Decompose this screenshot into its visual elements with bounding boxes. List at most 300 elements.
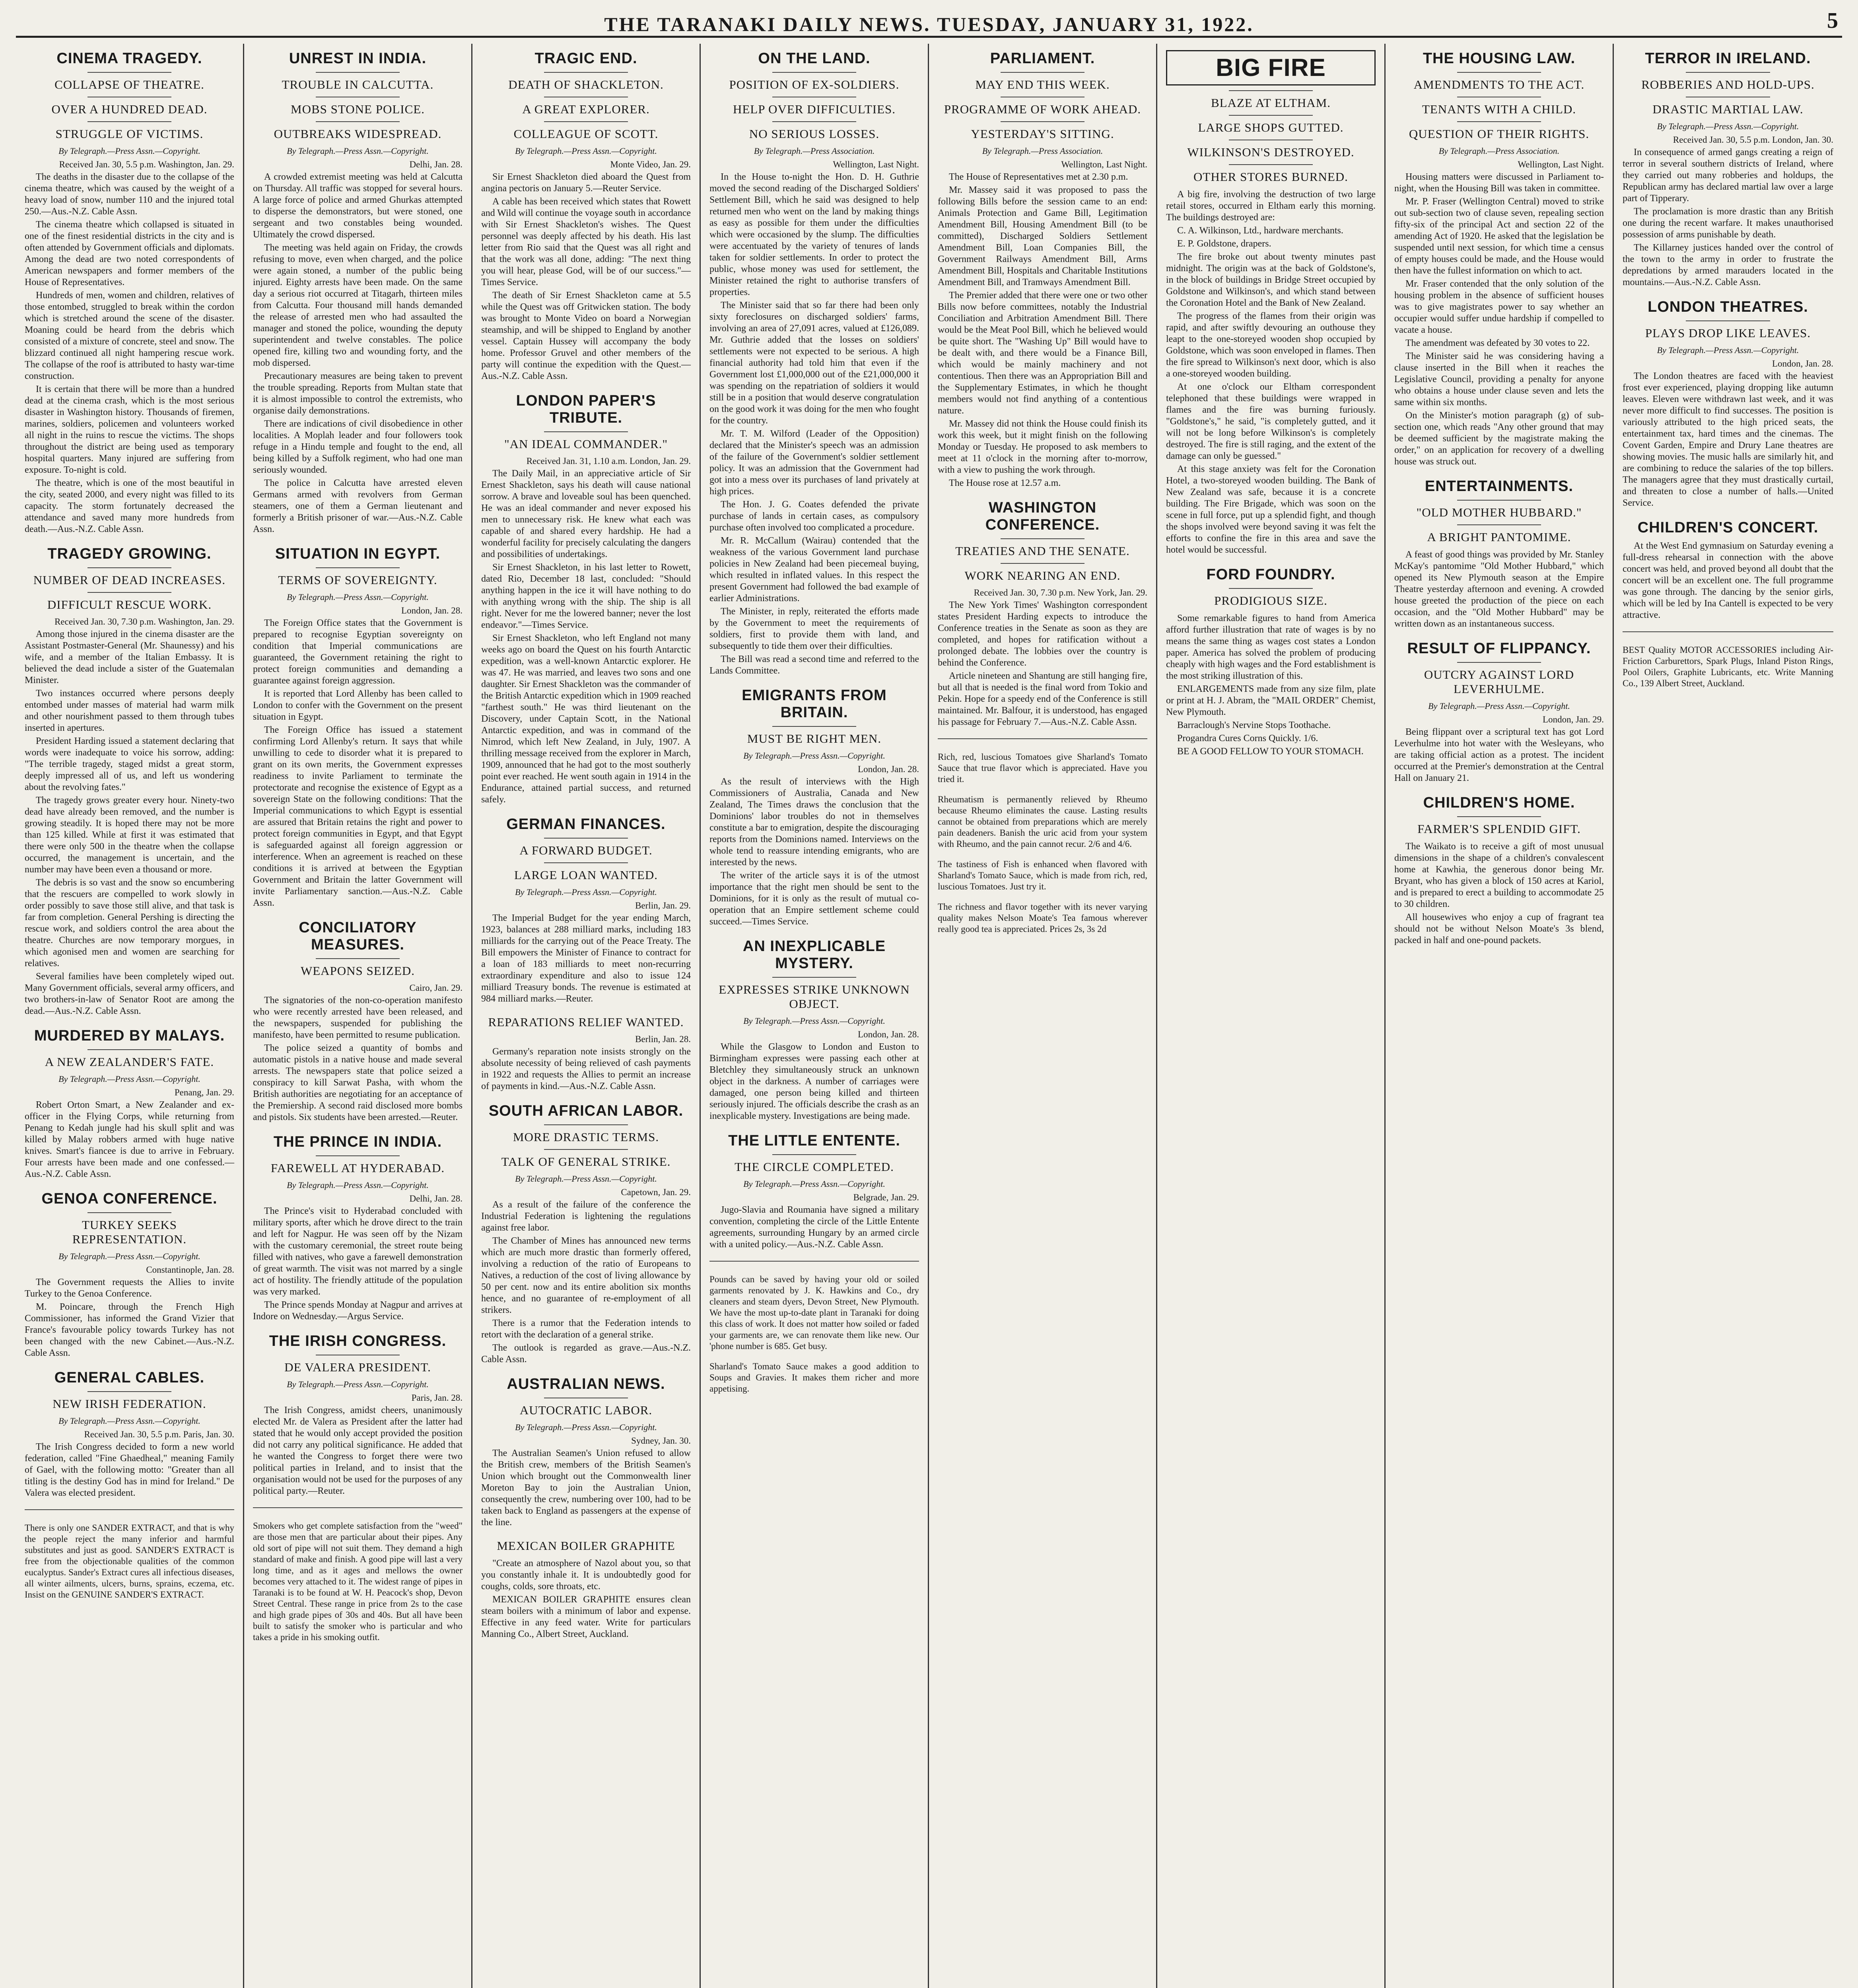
article-subheading: NO SERIOUS LOSSES. [749,127,880,141]
article-subheading: TREATIES AND THE SENATE. [955,544,1130,558]
article [253,1507,463,1643]
paragraph: As a result of the failure of the conference the Industrial Federation is lightening the regulations against free labor. [481,1200,691,1233]
paragraph: Article nineteen and Shantung are still hanging fire, but all that is needed is the final word from Tokio and Pekin. Hope for a speedy end of the Conference is still maintained. Mr. Balfour, it is understood, has engaged his passage for February 7.—Aus.-N.Z. Cable Assn. [938,671,1147,727]
article-body [1623,371,1833,509]
article [481,1539,691,1640]
article-dateline: Cairo, Jan. 29. [409,983,463,993]
paragraph: BEST Quality MOTOR ACCESSORIES including Air-Friction Carburettors, Spark Plugs, Inland Piston Rings, Pool Oilers, Graphite Lubricants, etc. Write Manning Co., 139 Albert Street, Auckland. [1623,645,1833,688]
article-body [25,1277,234,1359]
paragraph: The meeting was held again on Friday, the crowds refusing to move, even when charged, and the police were again stoned, a number of the public being injured. Eighty arrests have been made. On the same day a serious riot occurred at Titagarh, thirteen miles from Calcutta. Four thousand mill hands demanded the release of arrested men who had assaulted the manager and stoned the police, wounding the deputy superintendent and twelve constables. The police opened fire, killing two and wounding forty, and the mob dispersed. [253,243,463,368]
article-subheading: TURKEY SEEKS REPRESENTATION. [72,1218,187,1246]
divider-rule [316,72,400,73]
article-credit: By Telegraph.—Press Assn.—Copyright. [515,146,657,156]
article-dateline: London, Jan. 28. [858,764,919,774]
paragraph: Rich, red, luscious Tomatoes give Sharland's Tomato Sauce that true flavor which is appreciated. Have you tried it. [938,752,1147,784]
article-credit: By Telegraph.—Press Assn.—Copyright. [515,1174,657,1184]
column-7 [1386,44,1614,1988]
paragraph: Housing matters were discussed in Parliament to-night, when the Housing Bill was taken in committee. [1394,172,1604,194]
article-subheading: LARGE LOAN WANTED. [514,868,658,882]
article [1394,794,1604,946]
divider-rule [544,862,628,863]
paragraph: The writer of the article says it is of the utmost importance that the right men should be sent to the Dominions, for it is only as the result of mutual co-operation that an Empire settlement scheme could succeed.—Times Service. [709,870,919,927]
paragraph: The progress of the flames from their origin was rapid, and after swiftly devouring an outhouse they leapt to the one-storeyed wooden shop occupied by Goldstone, which was soon enveloped in flames. Then the fire spread to Wilkinson's next door, which is also a one-storeyed wooden building. [1166,311,1376,379]
paragraph: Sir Ernest Shackleton, who left England not many weeks ago on board the Quest on his fourth Antarctic expedition, was a well-known Antarctic explorer. He was 47. He was married, and leaves two sons and one daughter. Sir Ernest Shackleton was the commander of the British Antarctic expedition which in 1909 reached "farthest south." He was third lieutenant on the Discovery, under Captain Scott, in the National Antarctic expedition, and was in command of the Nimrod, which left New Zealand, in July, 1907. A thrilling message received from the explorer in March, 1909, announced that he had got to the most southerly point ever reached. He went south again in 1914 in the Endurance, attained partial success, and returned safely. [481,633,691,805]
divider-rule [1686,320,1770,321]
divider-rule [316,958,400,959]
article-subheading: WILKINSON'S DESTROYED. [1187,145,1355,159]
paragraph: The Waikato is to receive a gift of most unusual dimensions in the shape of a children's convalescent home at Kawhia, the generous donor being Mr. Bryant, who has given a block of 150 acres at Kariol, and is prepared to erect a building to accommodate 25 to 30 children. [1394,841,1604,909]
article-body [1623,540,1833,621]
paragraph: Several families have been completely wiped out. Many Government officials, several army officers, and two brothers-in-law of Senator Root are among the dead.—Aus.-N.Z. Cable Assn. [25,971,234,1016]
article-headline: CINEMA TRAGEDY. [56,50,202,67]
paragraph: Mr. P. Fraser (Wellington Central) moved to strike out sub-section two of clause seven, repealing section fifty-six of the principal Act and section 22 of the amending Act of 1920. He asked that the legislation be suspended until next session, for which time a census of empty houses could be made, and the House would then have the fullest information on which to act. [1394,196,1604,276]
article [253,1134,463,1322]
column-1 [16,44,244,1988]
article [1623,631,1833,689]
article-dateline: Penang, Jan. 29. [174,1087,234,1097]
article-subheading: OUTCRY AGAINST LORD LEVERHULME. [1424,668,1574,696]
paragraph: All housewives who enjoy a cup of fragrant tea should not be without Nelson Moate's 3s blend, packed in half and one-pound packets. [1394,912,1604,945]
divider-rule [1457,72,1541,73]
divider-rule [87,1212,171,1213]
article-body [1394,549,1604,630]
paragraph: "Create an atmosphere of Nazol about you, so that you constantly inhale it. It is undoubtedly good for coughs, colds, sore throats, etc. [481,1558,691,1592]
article-headline: PARLIAMENT. [990,50,1095,67]
article-headline: BIG FIRE [1166,50,1376,85]
paragraph: C. A. Wilkinson, Ltd., hardware merchants. [1177,225,1343,236]
paragraph: The Irish Congress decided to form a new world federation, called "Fine Ghaedheal," meaning Family of Gael, with the following motto: "Greater than all titling is the destiny God has in mind for Ireland." De Valera was elected president. [25,1442,234,1498]
article-body [1394,726,1604,784]
paragraph: The fire broke out about twenty minutes past midnight. The origin was at the back of Goldstone's, in the block of buildings in Bridge Street occupied by Goldstone and Wilkinson's, and which stand between the Coronation Hotel and the Bank of New Zealand. [1166,252,1376,308]
divider-rule [1229,115,1313,116]
article-credit: By Telegraph.—Press Assn.—Copyright. [743,751,885,761]
paragraph: The Imperial Budget for the year ending March, 1923, balances at 288 milliard marks, including 183 milliards for the carrying out of the Peace Treaty. The Bill empowers the Minister of Finance to contract for a loan of 183 milliards to meet non-recurring extraordinary expenditure and also to issue 124 milliard Treasury bonds. The revenue is estimated at 984 milliard marks.—Reuter. [481,913,691,1004]
article-body [1623,147,1833,288]
article-headline: GENERAL CABLES. [54,1369,205,1386]
article-headline: LONDON THEATRES. [1648,299,1808,315]
article [1623,299,1833,509]
paragraph: Among those injured in the cinema disaster are the Assistant Postmaster-General (Mr. Shaunessy) and his wife, and a member of the Italian Embassy. It is believed the dead include a sister of the Guatemalan Minister. [25,629,234,685]
paragraph: A cable has been received which states that Rowett and Wild will continue the voyage south in accordance with Sir Ernest Shackleton's wishes. The Quest personnel was deeply affected by his death. His last letter from Rio said that the Quest was all right and that the work was all done, adding: "The next thing you will hear, please God, will be of our success."—Times Service. [481,196,691,287]
article-headline: TRAGIC END. [534,50,637,67]
divider-rule [87,121,171,122]
article-headline: AN INEXPLICABLE MYSTERY. [742,938,886,972]
article-credit: By Telegraph.—Press Assn.—Copyright. [287,1180,429,1190]
article-subheading: A GREAT EXPLORER. [522,102,650,116]
paragraph: The police seized a quantity of bombs and automatic pistols in a native house and made several arrests. The newspapers state that police seized a conspiracy to kill Sarwat Pasha, with whom the British authorities are negotiating for an acceptance of the Premiership. A second raid disclosed more bombs and pistols. Six students have been arrested.—Reuter. [253,1043,463,1122]
column-8 [1614,44,1842,1988]
article-body [709,776,919,928]
paragraph: At the West End gymnasium on Saturday evening a full-dress rehearsal in connection with the above concert was held, and proved beyond all doubt that the concert will be an excellent one. The full programme was gone through. The dancing by the senior girls, which will be led by Ina Cantell is expected to be very attractive. [1623,541,1833,620]
article-subheading: AUTOCRATIC LABOR. [519,1403,653,1417]
article [709,687,919,928]
article [1623,519,1833,621]
article [1394,640,1604,784]
article-subheading: A NEW ZEALANDER'S FATE. [45,1055,214,1069]
article-body [1166,613,1376,757]
divider-rule [1457,662,1541,663]
paragraph: The Prince's visit to Hyderabad concluded with military sports, after which he drove direct to the train and left for Nagpur. He was seen off by the Nizam with the customary ceremonial, the street route being filled with natives, who gave a farewell demonstration of great warmth. The visit was not marred by a single act of hostility. The friendly attitude of the population was very marked. [253,1206,463,1297]
paragraph: ENLARGEMENTS made from any size film, plate or print at H. J. Abram, the "MAIL ORDER" Chemist, New Plymouth. [1166,684,1376,717]
paragraph: The Foreign Office states that the Government is prepared to recognise Egyptian sovereignty on condition that Imperial communications are guaranteed, the Government retaining the right to protect foreign communities and demanding a guarantee against foreign aggression. [253,618,463,686]
article-dateline: Sydney, Jan. 30. [631,1436,691,1446]
newspaper-columns [16,44,1842,1988]
article-headline: ENTERTAINMENTS. [1425,478,1574,495]
divider-rule [1001,563,1084,564]
article-dateline: London, Jan. 29. [1543,714,1604,724]
article-credit: By Telegraph.—Press Assn.—Copyright. [58,146,200,156]
paragraph: The Chamber of Mines has announced new terms which are much more drastic than formerly offered, involving a reduction of the ratio of Europeans to Natives, a reduction of the cost of living allowance by 50 per cent. now and its entire abolition six months hence, and no guarantee of re-employment of all strikers. [481,1236,691,1315]
article [938,50,1147,489]
divider-rule [544,431,628,432]
article-subheading: A FORWARD BUDGET. [519,843,653,857]
divider-rule [772,726,856,727]
paragraph: The tastiness of Fish is enhanced when flavored with Sharland's Tomato Sauce, which is made from rich, red, luscious Tomatoes. Just try it. [938,859,1147,891]
article-credit: By Telegraph.—Press Assn.—Copyright. [58,1074,200,1084]
article-headline: THE IRISH CONGRESS. [269,1333,447,1349]
article-subheading: REPARATIONS RELIEF WANTED. [488,1015,684,1029]
article-subheading: MAY END THIS WEEK. [975,78,1110,91]
article [481,392,691,806]
article-body [253,1507,463,1643]
article-subheading: QUESTION OF THEIR RIGHTS. [1409,127,1590,141]
paragraph: It is certain that there will be more than a hundred dead at the cinema crash, which is the most serious disaster in Washington history. Thousands of firemen, marines, soldiers, policemen and volunteers worked all night in the ruins to rescue the victims. The shops throughout the district are being used as temporary hospital quarters. Many injured are suffering from exposure. To-night is cold. [25,384,234,475]
article-dateline: Received Jan. 30, 5.5 p.m. Paris, Jan. 30. [84,1429,234,1439]
article [253,50,463,535]
paragraph: The proclamation is more drastic than any British one during the recent warfare. It makes unauthorised possession of arms punishable by death. [1623,206,1833,240]
divider-rule [544,838,628,839]
article-credit: By Telegraph.—Press Association. [982,146,1103,156]
article-subheading: FARMER'S SPLENDID GIFT. [1417,822,1581,836]
paragraph: Sharland's Tomato Sauce makes a good addition to Soups and Gravies. It makes them richer and more appetising. [709,1361,919,1394]
article-body [938,600,1147,728]
article-body [938,171,1147,489]
article-subheading: TENANTS WITH A CHILD. [1422,102,1576,116]
paragraph: Germany's reparation note insists strongly on the absolute necessity of being relieved of cash payments in 1922 and requests the Allies to permit an increase of payments in kind.—Aus.-N.Z. Cable Assn. [481,1046,691,1091]
paragraph: The Australian Seamen's Union refused to allow the British crew, members of the British Seamen's Union which brought out the Commonwealth liner Moreton Bay to join the Australian Union, consequently the crew, numbering over 100, had to be taken back to England as passengers at the expense of the line. [481,1448,691,1528]
paragraph: The Minister, in reply, reiterated the efforts made by the Government to meet the requirements of soldiers, first to provide them with land, and subsequently to tide them over their difficulties. [709,606,919,651]
article-body [1623,631,1833,689]
paragraph: The Foreign Office has issued a statement confirming Lord Allenby's return. It says that while unwilling to cede to disorder what it is prepared to grant on its own merits, the Government expresses readiness to invite Parliament to terminate the protectorate and recognise the existence of Egypt as a sovereign State on the following conditions: That the Imperial communications to which Egypt is essential are assured that Britain retains the right and power to protect foreign communities in Egypt, and that Egypt is safeguarded against all foreign aggression or interference. When an agreement is reached on these conditions it is arrived at between the Egyptian Government and Britain the latter Government will invite Parliamentary sanction.—Aus.-N.Z. Cable Assn. [253,725,463,908]
article-dateline: London, Jan. 28. [1772,359,1833,369]
paragraph: A crowded extremist meeting was held at Calcutta on Thursday. All traffic was stopped for several hours. A large force of police and armed Ghurkas attempted to disperse the demonstrators, but were stoned, one sergeant and two constables being wounded. Ultimately the crowd dispersed. [253,172,463,240]
paragraph: Robert Orton Smart, a New Zealander and ex-officer in the Flying Corps, while returning from Penang to Kedah jungle had his skull split and was killed by Malay robbers armed with huge native knives. Smart's fiancee is due to arrive in February. Four arrests have been made and one confessed.—Aus.-N.Z. Cable Assn. [25,1100,234,1179]
article-body [709,171,919,677]
article-headline: MURDERED BY MALAYS. [34,1027,225,1044]
article-subheading: WEAPONS SEIZED. [300,964,415,978]
article-credit: By Telegraph.—Press Assn.—Copyright. [58,1416,200,1426]
article-dateline: Berlin, Jan. 29. [635,901,691,911]
article-dateline: Constantinople, Jan. 28. [146,1265,234,1275]
article-subheading: DRASTIC MARTIAL LAW. [1652,102,1804,116]
paragraph: The deaths in the disaster due to the collapse of the cinema theatre, which was caused by the weight of a heavy load of snow, number 110 and the injured total 250.—Aus.-N.Z. Cable Assn. [25,172,234,217]
article [709,50,919,677]
article-subheading: AMENDMENTS TO THE ACT. [1413,78,1585,91]
article-body [25,629,234,1017]
article-subheading: NEW IRISH FEDERATION. [52,1397,206,1411]
paragraph: The theatre, which is one of the most beautiful in the city, seated 2000, and every night was filled to its capacity. The storm fortunately decreased the attendance and saved many more hundreds from death.—Aus.-N.Z. Cable Assn. [25,478,234,534]
paragraph: The outlook is regarded as grave.—Aus.-N.Z. Cable Assn. [481,1343,691,1365]
paragraph: Jugo-Slavia and Roumania have signed a military convention, completing the circle of the Little Entente agreements, surrounding Hungary by an armed circle with a united policy.—Aus.-N.Z. Cable Assn. [709,1205,919,1250]
article-body [253,1405,463,1497]
paragraph: Pounds can be saved by having your old or soiled garments renovated by J. K. Hawkins and Co., dry cleaners and steam dyers, Devon Street, New Plymouth. We have the most up-to-date plant in Taranaki for doing this class of work. It does not matter how soiled or faded your garments are, we can renovate them like new. Our 'phone number is 685. Get busy. [709,1274,919,1351]
article-credit: By Telegraph.—Press Assn.—Copyright. [58,1251,200,1261]
paragraph: Progandra Cures Corns Quickly. 1/6. [1177,733,1318,744]
divider-rule [1001,121,1084,122]
article-body [253,171,463,535]
article [938,499,1147,728]
paragraph: Sir Ernest Shackleton, in his last letter to Rowett, dated Rio, December 18 last, concluded: "Should anything happen in the ice it will have nothing to do with anything wrong with the ship. The ship is all right. Never for me the lowered banner; never the lost endeavor."—Times Service. [481,562,691,630]
paragraph: The tragedy grows greater every hour. Ninety-two dead have already been removed, and the number is growing steadily. It is hoped there may not be more than 125 killed. While at first it was estimated that there were only 500 in the theatre when the collapse occurred, the management is uncertain, and the number may have been even a thousand or more. [25,795,234,875]
article-subheading: COLLAPSE OF THEATRE. [54,78,204,91]
article-subheading: LARGE SHOPS GUTTED. [1198,120,1344,134]
masthead [16,8,1842,38]
article-subheading: "OLD MOTHER HUBBARD." [1416,505,1582,519]
paragraph: The Irish Congress, amidst cheers, unanimously elected Mr. de Valera as President after the latter had stated that he would only accept provided the position did not carry any political significance. He added that he wanted the Congress to forget there were two political parties in Ireland, and to insist that the organisation would not be used for the purposes of any political party.—Reuter. [253,1405,463,1496]
article-body [709,1204,919,1250]
divider-rule [772,1154,856,1155]
article-body [25,1099,234,1180]
article [481,816,691,1005]
article-credit: By Telegraph.—Press Assn.—Copyright. [1657,345,1799,355]
article-headline: SOUTH AFRICAN LABOR. [488,1103,684,1119]
paragraph: At one o'clock our Eltham correspondent telephoned that these buildings were wrapped in flames and the fire was burning furiously. "Goldstone's," he said, "is completely gutted, and it will not be long before Wilkinson's is completely destroyed. The fire is still raging, and the extent of the damage can only be guessed." [1166,382,1376,461]
article-subheading: HELP OVER DIFFICULTIES. [733,102,896,116]
divider-rule [772,121,856,122]
article [253,546,463,909]
paragraph: Some remarkable figures to hand from America afford further illustration that rate of wages is by no means the same thing as wages cost states a London paper. America has solved the problem of producing cheaply with high wages and the Ford establishment is the most striking illustration of this. [1166,613,1376,681]
divider-rule [772,977,856,978]
article-body [481,1046,691,1092]
article-headline: TERROR IN IRELAND. [1645,50,1811,67]
article-subheading: THE CIRCLE COMPLETED. [735,1160,894,1174]
paragraph: The cinema theatre which collapsed is situated in one of the finest residential districts in the city and is often attended by Government officials and diplomats. Among the dead are two noted correspondents of American newspapers and former members of the House of Representatives. [25,219,234,287]
paragraph: The Premier added that there were one or two other Bills now before committees, notably the Industrial Conciliation and Arbitration Amendment Bill. There would be the Meat Pool Bill, which he believed would be quite short. The "Washing Up" Bill would have to be dealt with, and there would be a Finance Bill, which would be mainly machinery and not contentious. Then there was an Appropriation Bill and the Supplementary Estimates, in which he thought members would not find anything of a contentious nature. [938,290,1147,416]
article-credit: By Telegraph.—Press Association. [1438,146,1560,156]
paragraph: Mr. Massey did not think the House could finish its work this week, but it might finish on the following Monday or Tuesday. He proposed to ask members to meet at 11 o'clock in the morning after to-morrow, with a view to pushing the work through. [938,419,1147,475]
article-headline: THE LITTLE ENTENTE. [728,1132,900,1149]
article-subheading: "AN IDEAL COMMANDER." [504,437,668,451]
divider-rule [544,1124,628,1125]
article-body [253,995,463,1123]
paragraph: The Government requests the Allies to invite Turkey to the Genoa Conference. [25,1277,234,1299]
paragraph: Smokers who get complete satisfaction from the "weed" are those men that are particular about their pipes. Any old sort of pipe will not suit them. They demand a high standard of make and finish. A good pipe will last a very long time, and as it ages and mellows the owner becomes very attached to it. The widest range of pipes in Taranaki is to be found at W. H. Peacock's shop, Devon Street Central. These range in price from 2s to the case and high grade pipes of 30s and 40s. But all have been built to satisfy the smoker who is particular and who takes a pride in his smoking outfit. [253,1521,463,1642]
article-subheading: WORK NEARING AN END. [964,569,1121,582]
article-credit: By Telegraph.—Press Assn.—Copyright. [287,1379,429,1389]
divider-rule [1686,72,1770,73]
column-6 [1157,44,1386,1988]
article-headline: GENOA CONFERENCE. [41,1190,218,1207]
article-dateline: Capetown, Jan. 29. [621,1187,691,1197]
article-subheading: OUTBREAKS WIDESPREAD. [274,127,442,141]
article-subheading: BLAZE AT ELTHAM. [1211,96,1331,110]
paragraph: President Harding issued a statement declaring that words were inadequate to voice his sorrow, adding: "The terrible tragedy, staged midst a great storm, deeply impressed all of us, and left us wondering about the revolving fates." [25,736,234,792]
article-dateline: Received Jan. 31, 1.10 a.m. London, Jan. 29. [526,456,691,466]
paragraph: Precautionary measures are being taken to prevent the trouble spreading. Reports from Multan state that it is almost impossible to control the extremists, who organise daily demonstrations. [253,371,463,416]
article-credit: By Telegraph.—Press Association. [754,146,875,156]
article-dateline: Wellington, Last Night. [1061,159,1147,169]
column-3 [472,44,701,1988]
article-subheading: TROUBLE IN CALCUTTA. [282,78,434,91]
article-headline: EMIGRANTS FROM BRITAIN. [742,687,887,721]
article-subheading: TALK OF GENERAL STRIKE. [501,1155,671,1169]
article [1166,566,1376,757]
article-subheading: TERMS OF SOVEREIGNTY. [278,573,437,587]
article-body [25,1509,234,1600]
article-subheading: MORE DRASTIC TERMS. [513,1130,659,1144]
article-dateline: Belgrade, Jan. 29. [853,1192,919,1202]
article-body [25,171,234,535]
divider-rule [1001,72,1084,73]
paragraph: Hundreds of men, women and children, relatives of those entombed, struggled to break within the cordon which is stretched around the scene of the disaster. Moaning could be heard from the debris which consisted of a mixture of concrete, steel and snow. The blizzard continued all night hampering rescue work. The collapse of the roof is attributed to hasty war-time construction. [25,290,234,381]
article-credit: By Telegraph.—Press Assn.—Copyright. [1657,121,1799,131]
paragraph: A big fire, involving the destruction of two large retail stores, occurred in Eltham early this morning. The buildings destroyed are: [1166,189,1376,223]
paragraph: Sir Ernest Shackleton died aboard the Quest from angina pectoris on January 5.—Reuter Service. [481,172,691,194]
article [25,1027,234,1180]
article-body [481,468,691,806]
article [709,1261,919,1394]
article-body [709,1261,919,1394]
article [1394,50,1604,468]
article-subheading: FAREWELL AT HYDERABAD. [270,1161,445,1175]
article-headline: CHILDREN'S HOME. [1423,794,1575,811]
paragraph: The death of Sir Ernest Shackleton came at 5.5 while the Quest was off Gritwicken station. The body was brought to Monte Video on board a Norwegian steamship, and will be shipped to England by another vessel. Captain Hussey will accompany the body home. Professor Gruvel and other members of the party will continue the expedition with the Quest.—Aus.-N.Z. Cable Assn. [481,290,691,381]
article [481,50,691,382]
newspaper-title: THE TARANAKI DAILY NEWS. TUESDAY, JANUARY 31, 1922. [604,13,1254,35]
paragraph: The Bill was read a second time and referred to the Lands Committee. [709,654,919,676]
paragraph: Mr. R. McCallum (Wairau) contended that the weakness of the various Government land purchase policies in New Zealand had been piecemeal buying, which resulted in inflated values. In this respect the present Government had followed the bad example of earlier Administrations. [709,536,919,604]
article-body [481,1558,691,1640]
divider-rule [1229,164,1313,165]
paragraph: Barraclough's Nervine Stops Toothache. [1177,720,1331,730]
article-dateline: Delhi, Jan. 28. [409,1194,463,1204]
divider-rule [87,1391,171,1392]
paragraph: BE A GOOD FELLOW TO YOUR STOMACH. [1177,746,1364,757]
paragraph: Mr. T. M. Wilford (Leader of the Opposition) declared that the Minister's speech was an admission of the failure of the Government's soldier settlement policy. It was an admission that the Government had got into a mess over its purchases of land privately at high prices. [709,429,919,497]
paragraph: The Daily Mail, in an appreciative article of Sir Ernest Shackleton, says his death will cause national sorrow. A brave and loveable soul has been quenched. He was an ideal commander and never exposed his men to unnecessary risk. He knew what each was capable of and shared every hardship. He had a wonderful facility for precisely calculating the dangers and possibilities of undertakings. [481,468,691,559]
divider-rule [87,72,171,73]
paragraph: M. Poincare, through the French High Commissioner, has informed the Grand Vizier that France's favourable policy towards Turkey has not been changed with the new Cabinet.—Aus.-N.Z. Cable Assn. [25,1302,234,1358]
paragraph: The Minister said he was considering having a clause inserted in the Bill when it reaches the Legislative Council, providing a penalty for anyone who obtains a house under clause seven and lets the same within six months. [1394,351,1604,408]
article-body [481,171,691,382]
article-headline: LONDON PAPER'S TRIBUTE. [516,392,656,426]
paragraph: The Hon. J. G. Coates defended the private purchase of lands in certain cases, as compulsory purchase often involved too complicated a procedure. [709,499,919,533]
article-headline: AUSTRALIAN NEWS. [507,1376,665,1392]
article-credit: By Telegraph.—Press Assn.—Copyright. [287,592,429,602]
article-body [1394,841,1604,946]
article [1394,478,1604,630]
article-subheading: PRODIGIOUS SIZE. [1214,594,1327,608]
paragraph: The New York Times' Washington correspondent states President Harding expects to introduce the Conference treaties in the Senate as soon as they are completed, and hopes for ratification without a prolonged debate. The lobbies over the country is behind the Conference. [938,600,1147,668]
article-subheading: MEXICAN BOILER GRAPHITE [497,1539,675,1553]
article-body [481,1448,691,1528]
divider-rule [87,1049,171,1050]
article-subheading: OTHER STORES BURNED. [1193,170,1348,184]
divider-rule [544,72,628,73]
divider-rule [1457,524,1541,525]
paragraph: Being flippant over a scriptural text has got Lord Leverhulme into hot water with the Wesleyans, who are taking official action as a protest. The incident occurred at the Premier's demonstration at the Central Hall on January 21. [1394,727,1604,783]
article [25,50,234,535]
divider-rule [1457,121,1541,122]
article-credit: By Telegraph.—Press Assn.—Copyright. [743,1179,885,1189]
article [1623,50,1833,288]
paragraph: Mr. Massey said it was proposed to pass the following Bills before the session came to an end: Animals Protection and Game Bill, Legitimation Amendment Bill, Housing Amendment Bill (to be committed), Discharged Soldiers Settlement Amendment Bill, Loan Companies Bill, the Government Railways Amendment Bill, Arms Amendment Bill, Hospitals and Charitable Institutions Amendment Bill, and Tramways Amendment Bill. [938,185,1147,287]
article-subheading: EXPRESSES STRIKE UNKNOWN OBJECT. [719,982,910,1011]
article-subheading: YESTERDAY'S SITTING. [971,127,1114,141]
article-body [709,1041,919,1122]
divider-rule [1229,588,1313,589]
divider-rule [316,1155,400,1156]
divider-rule [316,567,400,568]
divider-rule [1229,90,1313,91]
article-dateline: Paris, Jan. 28. [411,1393,463,1403]
article-headline: WASHINGTON CONFERENCE. [985,499,1100,533]
article [481,1103,691,1365]
paragraph: The signatories of the non-co-operation manifesto who were recently arrested have been released, and the newspapers, suspended for publishing the manifesto, have been permitted to resume publication. [253,995,463,1040]
article-body [938,738,1147,935]
paragraph: The debris is so vast and the snow so encumbering that the rescuers are compelled to work slowly in order possibly to save those still alive, and that task is far from completion. General Pershing is directing the rescue work, and soldiers control the area about the theatre. Churches are now temporary morgues, in which agonised men and women are searching for relatives. [25,878,234,969]
article-subheading: DEATH OF SHACKLETON. [508,78,664,91]
article [938,738,1147,935]
article-dateline: Received Jan. 30, 7.30 p.m. Washington, Jan. 29. [54,617,234,627]
paragraph: The House of Representatives met at 2.30 p.m. [949,172,1128,182]
paragraph: In consequence of armed gangs creating a reign of terror in several southern districts of Ireland, where they carried out many robberies and holdups, the Republican army has declared martial law over a large part of Tipperary. [1623,147,1833,204]
paragraph: On the Minister's motion paragraph (g) of sub-section one, which reads "Any other ground that may be deemed sufficient by the magistrate making the order," on an application for recovery of a dwelling house was struck out. [1394,410,1604,467]
paragraph: At this stage anxiety was felt for the Coronation Hotel, a two-storeyed wooden building. The Bank of New Zealand was safe, because it is a concrete building. The Fire Brigade, which was soon on the scene in full force, put up a splendid fight, and though the shops involved were beyond saving it was felt the efforts to confine the fire in this area and save the hotel would be successful. [1166,464,1376,555]
article-subheading: COLLEAGUE OF SCOTT. [513,127,659,141]
article-headline: RESULT OF FLIPPANCY. [1407,640,1591,657]
article-body [253,1206,463,1322]
column-5 [929,44,1157,1988]
article-subheading: POSITION OF EX-SOLDIERS. [729,78,900,91]
paragraph: The Prince spends Monday at Nagpur and arrives at Indore on Wednesday.—Argus Service. [253,1300,463,1322]
article-body [1166,189,1376,556]
column-2 [244,44,472,1988]
divider-rule [87,592,171,593]
article-subheading: OVER A HUNDRED DEAD. [51,102,208,116]
divider-rule [1001,538,1084,539]
article-dateline: Monte Video, Jan. 29. [610,159,691,169]
article-headline: CONCILIATORY MEASURES. [299,919,417,953]
article-credit: By Telegraph.—Press Assn.—Copyright. [515,887,657,897]
article-headline: CHILDREN'S CONCERT. [1637,519,1819,536]
divider-rule [87,567,171,568]
article [481,1015,691,1092]
paragraph: MEXICAN BOILER GRAPHITE ensures clean steam boilers with a minimum of labor and expense. Effective in any feed water. Write for particulars Manning Co., Albert Street, Auckland. [481,1594,691,1639]
article [709,938,919,1122]
paragraph: The police in Calcutta have arrested eleven Germans armed with revolvers from German steamers, one of them a German lieutenant and formerly a British prisoner of war.—Aus.-N.Z. Cable Assn. [253,478,463,534]
paragraph: The London theatres are faced with the heaviest frost ever experienced, playing dropping like autumn leaves. Eleven were withdrawn last week, and it was never more difficult to find successes. The position is variously attributed to the high priced seats, the entertainment tax, hard times and the cinemas. The Covent Garden, Empire and Drury Lane theatres are showing movies. The music halls are similarly hit, and are combining to reduce the salaries of the top billers. The managers agree that they must drastically curtail, and threaten to close a number of halls.—United Service. [1623,371,1833,508]
article [25,1190,234,1359]
article [25,1509,234,1600]
article-dateline: London, Jan. 28. [401,606,463,615]
article-subheading: DIFFICULT RESCUE WORK. [47,598,212,612]
article-credit: By Telegraph.—Press Assn.—Copyright. [287,146,429,156]
article-dateline: Received Jan. 30, 7.30 p.m. New York, Jan. 29. [974,588,1147,598]
article-dateline: London, Jan. 28. [858,1029,919,1039]
article-headline: TRAGEDY GROWING. [47,546,212,562]
article-subheading: STRUGGLE OF VICTIMS. [55,127,204,141]
article-headline: ON THE LAND. [758,50,871,67]
paragraph: Rheumatism is permanently relieved by Rheumo because Rheumo eliminates the cause. Lasting results cannot be obtained from preparations which are merely pain deadeners. Banish the uric acid from your system with Rheumo, and the pain cannot recur. 2/6 and 4/6. [938,794,1147,849]
article [1166,50,1376,556]
article-dateline: Berlin, Jan. 28. [635,1034,691,1044]
article-subheading: DE VALERA PRESIDENT. [284,1360,431,1374]
article-subheading: PROGRAMME OF WORK AHEAD. [944,102,1141,116]
article-dateline: Wellington, Last Night. [833,159,919,169]
article [253,919,463,1123]
divider-rule [1457,816,1541,817]
